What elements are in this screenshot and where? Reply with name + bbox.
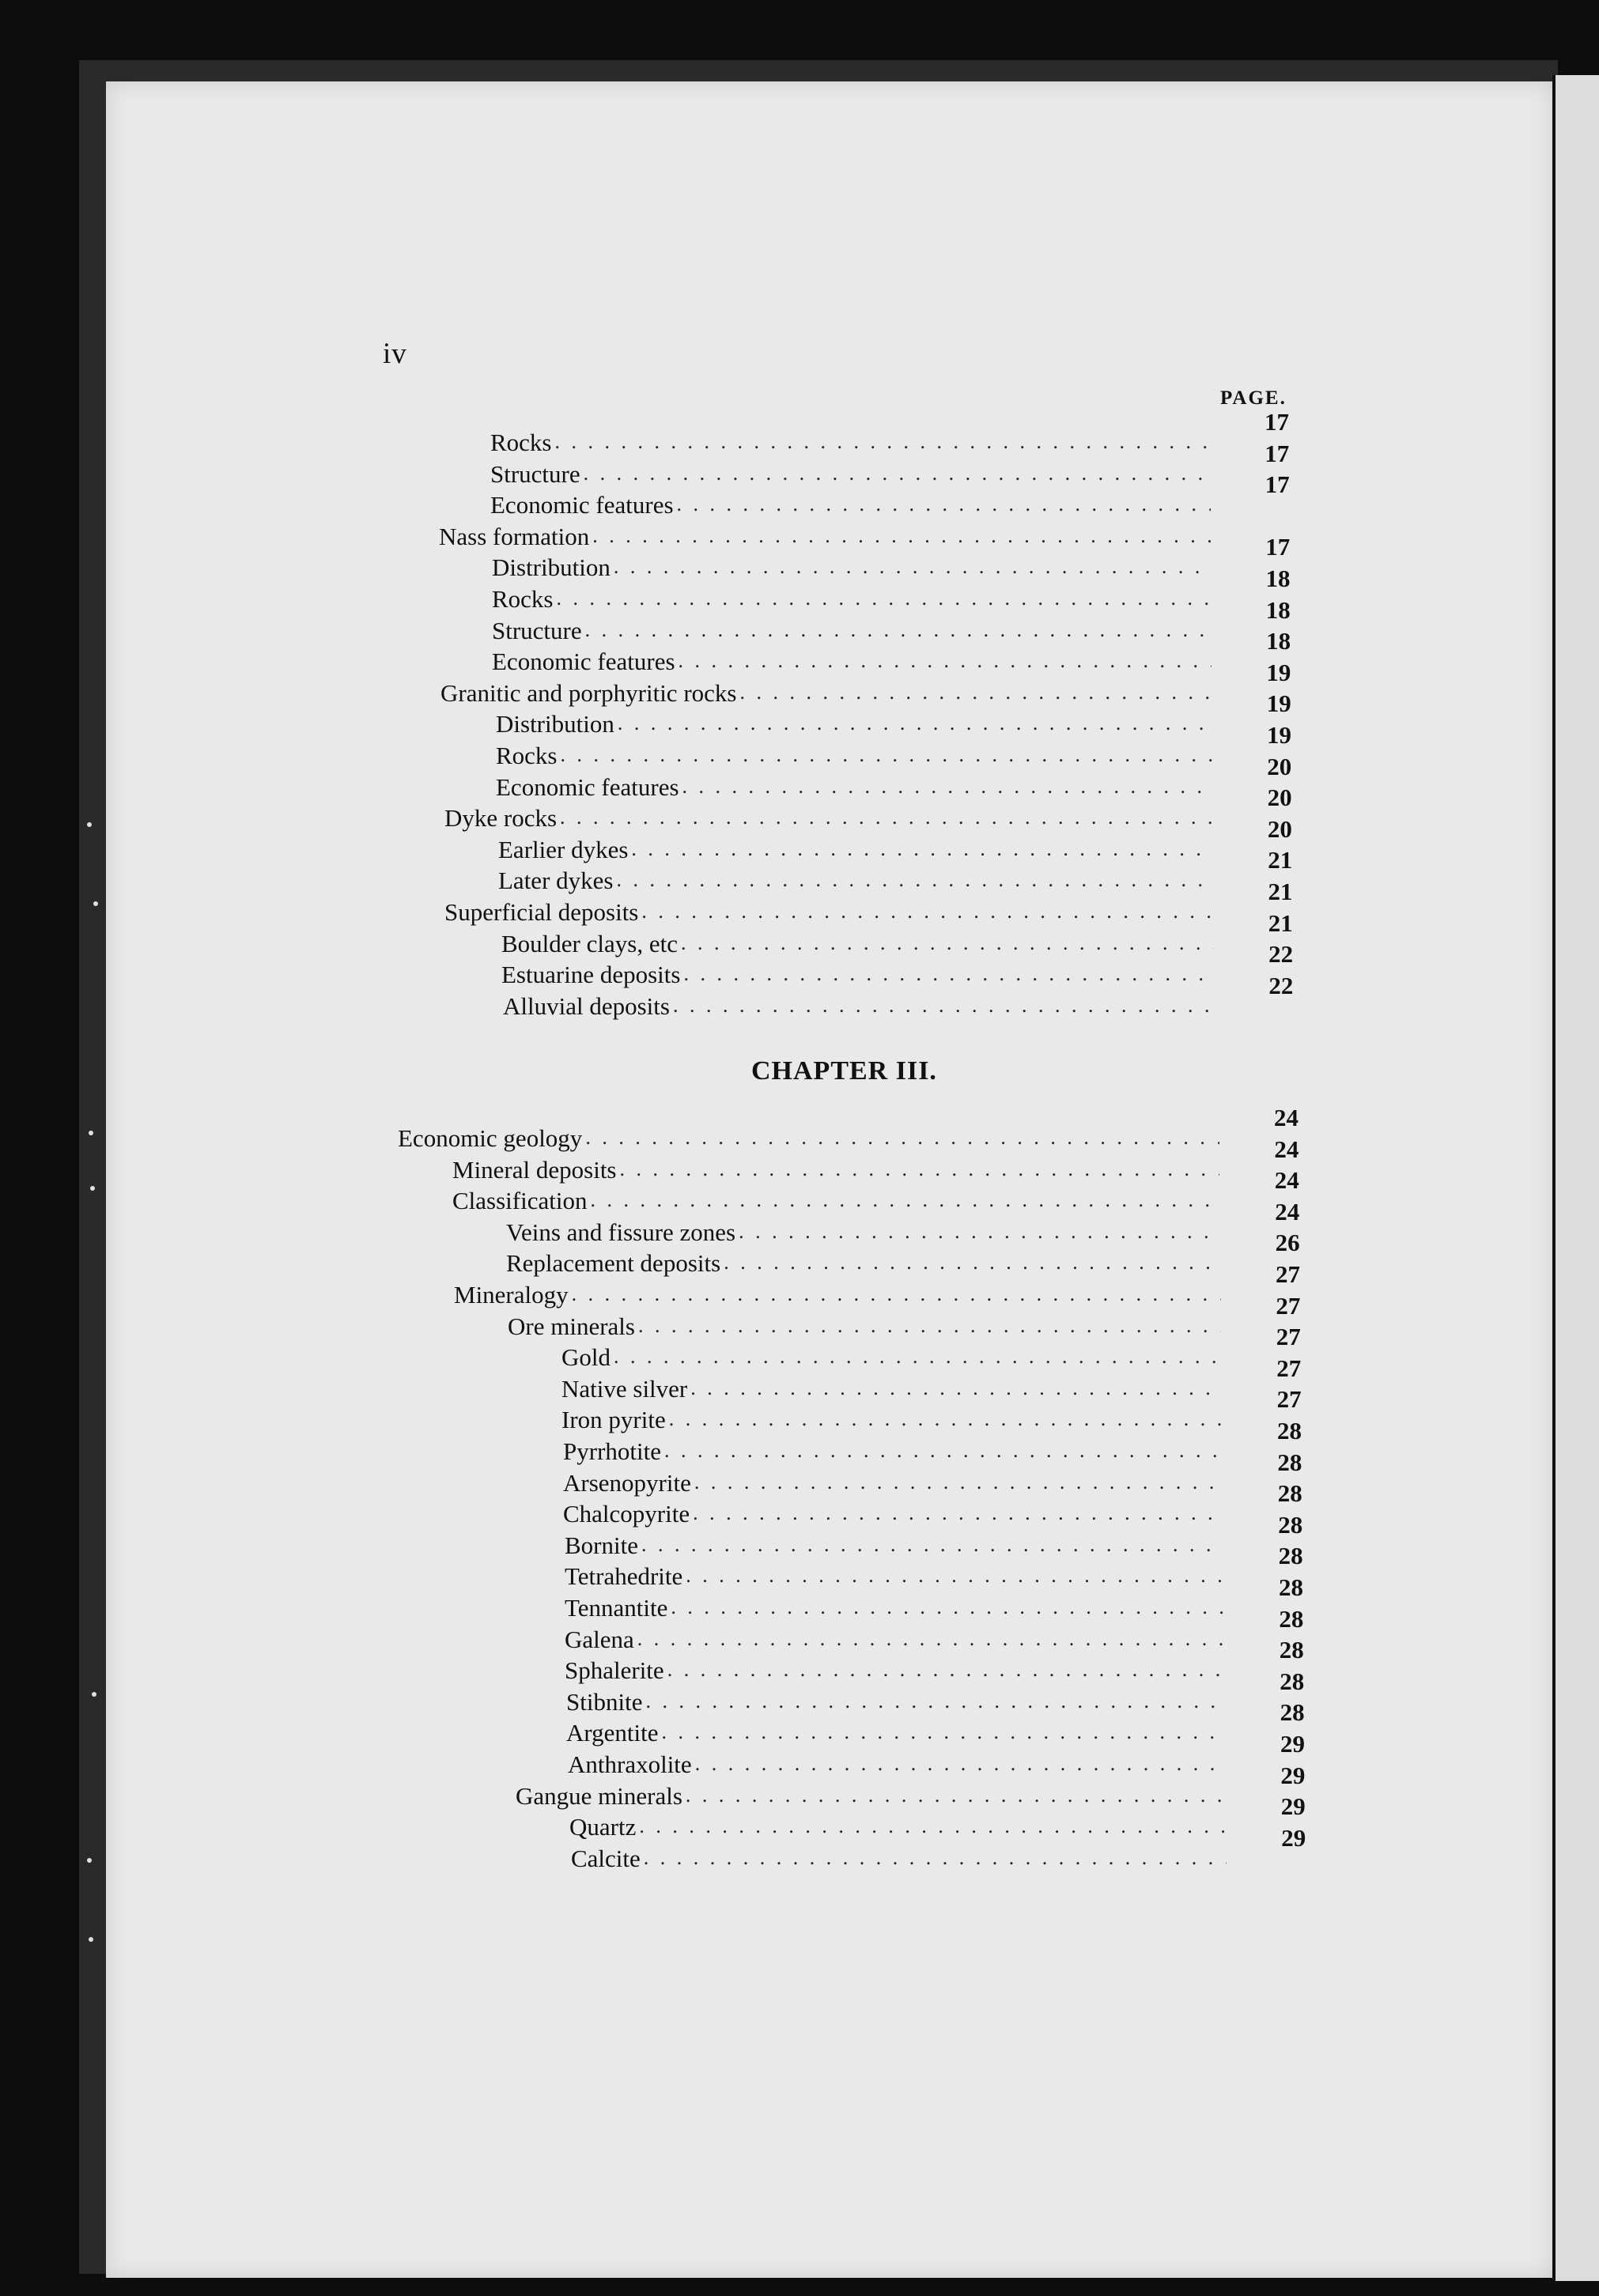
dot-leader xyxy=(572,1284,1221,1309)
toc-entry xyxy=(561,1372,1222,1403)
toc-page-number: 29 xyxy=(1280,1761,1306,1789)
toc-page-number: 27 xyxy=(1276,1354,1302,1382)
toc-entry xyxy=(565,1653,1225,1685)
dot-leader xyxy=(677,494,1211,519)
dot-leader xyxy=(561,745,1213,770)
dot-leader xyxy=(631,839,1212,864)
toc-entry-label: Distribution xyxy=(496,710,614,738)
toc-page-number: 28 xyxy=(1277,1448,1302,1476)
toc-entry-label: Classification xyxy=(452,1187,588,1215)
toc-entry-label: Granitic and porphyritic rocks xyxy=(440,678,737,707)
toc-entry xyxy=(563,1434,1223,1466)
toc-page-number: 19 xyxy=(1266,658,1291,686)
dot-leader xyxy=(560,807,1213,833)
toc-entry xyxy=(569,1810,1227,1841)
dot-leader xyxy=(695,1754,1226,1779)
toc-entry xyxy=(496,707,1212,738)
dot-leader xyxy=(638,1316,1221,1341)
toc-entry xyxy=(444,895,1214,927)
dot-leader xyxy=(667,1660,1225,1685)
toc-entry xyxy=(440,676,1212,708)
toc-page-number: 28 xyxy=(1280,1698,1305,1727)
toc-entry xyxy=(565,1559,1224,1591)
toc-entry xyxy=(501,927,1214,958)
dot-leader xyxy=(664,1441,1223,1466)
toc-page-number: 21 xyxy=(1268,878,1293,905)
toc-entry-label: Stibnite xyxy=(566,1687,643,1716)
toc-entry xyxy=(492,614,1212,645)
toc-entry-label: Superficial deposits xyxy=(444,898,639,926)
dot-leader xyxy=(686,1785,1226,1811)
toc-entry-label: Argentite xyxy=(566,1719,659,1747)
toc-entry xyxy=(398,1121,1219,1153)
toc-entry-label: Bornite xyxy=(565,1531,638,1559)
adjacent-page-edge xyxy=(1552,75,1599,2281)
scan-speck xyxy=(87,1858,92,1863)
toc-entry-label: Structure xyxy=(490,459,580,488)
toc-entry xyxy=(439,519,1211,551)
dot-leader xyxy=(585,1127,1219,1153)
dot-leader xyxy=(693,1503,1223,1528)
toc-page-number: 27 xyxy=(1276,1291,1301,1320)
dot-leader xyxy=(682,776,1213,802)
toc-page-number: 26 xyxy=(1275,1229,1300,1257)
dot-leader xyxy=(637,1629,1225,1654)
toc-page-number: 29 xyxy=(1280,1730,1305,1758)
page-number: iv xyxy=(383,338,407,370)
toc-page-number: 28 xyxy=(1279,1573,1303,1601)
toc-page-number: 17 xyxy=(1264,439,1290,467)
toc-entry-label: Native silver xyxy=(561,1374,688,1403)
toc-entry-label: Chalcopyrite xyxy=(563,1500,690,1528)
toc-page-number: 24 xyxy=(1274,1135,1299,1163)
toc-entry-label: Economic features xyxy=(492,648,675,676)
dot-leader xyxy=(681,933,1214,958)
scan-speck xyxy=(89,1131,93,1135)
toc-entry xyxy=(498,833,1213,864)
scan-speck xyxy=(87,822,92,827)
toc-page-number: 27 xyxy=(1276,1260,1300,1288)
toc-page-number: 18 xyxy=(1265,595,1291,624)
toc-entry-label: Gangue minerals xyxy=(516,1781,682,1810)
toc-entry xyxy=(492,582,1212,614)
toc-entry xyxy=(506,1215,1220,1247)
toc-entry-label: Distribution xyxy=(492,553,610,582)
dot-leader xyxy=(683,964,1214,989)
toc-entry-label: Boulder clays, etc xyxy=(501,929,678,957)
dot-leader xyxy=(673,995,1214,1021)
dot-leader xyxy=(671,1597,1224,1622)
toc-entry xyxy=(503,989,1214,1021)
scan-speck xyxy=(92,1692,96,1697)
toc-page-number: 18 xyxy=(1265,565,1291,592)
toc-page-number: 22 xyxy=(1268,971,1294,999)
toc-entry xyxy=(565,1528,1223,1560)
dot-leader xyxy=(584,463,1211,489)
toc-entry-label: Economic geology xyxy=(398,1124,583,1152)
toc-entry-label: Alluvial deposits xyxy=(503,991,670,1020)
toc-page-number: 28 xyxy=(1277,1479,1302,1508)
toc-entry xyxy=(565,1591,1224,1622)
dot-leader xyxy=(644,1848,1227,1873)
toc-page-number: 17 xyxy=(1264,470,1290,499)
toc-page-number: 20 xyxy=(1267,784,1292,812)
dot-leader xyxy=(641,1535,1223,1560)
toc-entry-label: Gold xyxy=(561,1343,610,1372)
toc-page-number: 28 xyxy=(1277,1417,1302,1444)
toc-entry xyxy=(501,957,1214,989)
toc-entry xyxy=(490,425,1210,457)
toc-page-number: 24 xyxy=(1274,1166,1299,1195)
dot-leader xyxy=(690,1378,1222,1403)
toc-entry-label: Structure xyxy=(492,616,582,644)
toc-entry xyxy=(506,1246,1221,1278)
toc-entry-label: Anthraxolite xyxy=(568,1750,692,1778)
toc-entry-label: Rocks xyxy=(490,429,552,456)
toc-entry xyxy=(508,1309,1221,1341)
toc-page-number: 27 xyxy=(1276,1385,1302,1414)
toc-entry xyxy=(498,863,1213,895)
toc-page-number: 29 xyxy=(1280,1792,1306,1821)
toc-entry-label: Economic features xyxy=(496,772,679,801)
dot-leader xyxy=(694,1472,1223,1497)
toc-entry xyxy=(490,457,1210,489)
toc-entry xyxy=(454,1278,1221,1309)
toc-entry xyxy=(571,1841,1227,1873)
toc-entry xyxy=(496,770,1212,802)
toc-page-number: 24 xyxy=(1275,1197,1300,1225)
toc-entry xyxy=(452,1184,1220,1215)
toc-page-number: 28 xyxy=(1278,1510,1303,1539)
toc-page-number: 19 xyxy=(1267,721,1291,749)
toc-page-number: 22 xyxy=(1268,940,1294,969)
toc-entry xyxy=(492,550,1211,582)
toc-entry-label: Iron pyrite xyxy=(561,1406,666,1434)
toc-entry-label: Pyrrhotite xyxy=(563,1437,661,1465)
dot-leader xyxy=(585,620,1212,645)
dot-leader xyxy=(592,526,1211,551)
toc-entry-label: Earlier dykes xyxy=(498,835,629,863)
toc-page-number: 21 xyxy=(1268,846,1293,874)
scan-speck xyxy=(93,901,98,906)
toc-entry-label: Rocks xyxy=(496,742,558,769)
dot-leader xyxy=(739,682,1212,708)
toc-page-number: 28 xyxy=(1279,1604,1304,1633)
toc-page-number: 29 xyxy=(1281,1823,1306,1852)
toc-entry xyxy=(496,738,1212,770)
dot-leader xyxy=(555,432,1211,457)
toc-entry-label: Quartz xyxy=(569,1813,637,1841)
toc-entry xyxy=(444,801,1213,833)
toc-entry-label: Sphalerite xyxy=(565,1656,664,1685)
dot-leader xyxy=(724,1252,1220,1278)
dot-leader xyxy=(669,1409,1223,1434)
toc-page-number: 28 xyxy=(1280,1667,1305,1695)
chapter-heading: CHAPTER III. xyxy=(751,1056,937,1086)
dot-leader xyxy=(590,1190,1219,1215)
dot-leader xyxy=(662,1722,1226,1747)
dot-leader xyxy=(739,1222,1220,1247)
toc-entry xyxy=(568,1747,1226,1779)
dot-leader xyxy=(618,713,1212,738)
toc-page-number: 28 xyxy=(1279,1636,1304,1664)
toc-entry xyxy=(561,1340,1222,1372)
toc-entry-label: Dyke rocks xyxy=(444,804,558,833)
toc-entry-label: Mineral deposits xyxy=(452,1155,617,1184)
toc-entry-label: Tetrahedrite xyxy=(565,1562,683,1591)
toc-entry-label: Ore minerals xyxy=(508,1312,635,1340)
scan-speck xyxy=(90,1186,95,1191)
toc-page-number: 20 xyxy=(1267,752,1292,780)
toc-entry xyxy=(452,1153,1219,1184)
toc-entry-label: Later dykes xyxy=(498,867,614,895)
toc-entry xyxy=(492,644,1212,676)
toc-entry-label: Galena xyxy=(565,1625,634,1653)
dot-leader xyxy=(686,1565,1223,1591)
dot-leader xyxy=(616,870,1213,895)
toc-entry xyxy=(516,1779,1226,1811)
toc-page-number: 17 xyxy=(1265,533,1291,561)
toc-entry-label: Veins and fissure zones xyxy=(506,1218,736,1246)
toc-entry xyxy=(565,1622,1224,1654)
toc-page-number: 18 xyxy=(1266,627,1291,655)
toc-entry xyxy=(561,1403,1223,1434)
dot-leader xyxy=(639,1816,1226,1841)
toc-entry-label: Estuarine deposits xyxy=(501,961,681,989)
toc-entry xyxy=(563,1466,1223,1497)
toc-page-number: 19 xyxy=(1266,689,1291,718)
toc-entry xyxy=(566,1685,1225,1716)
dot-leader xyxy=(557,588,1212,614)
dot-leader xyxy=(614,1346,1222,1372)
toc-entry-label: Replacement deposits xyxy=(506,1249,721,1278)
toc-entry-label: Tennantite xyxy=(565,1594,668,1622)
toc-entry xyxy=(566,1716,1226,1747)
dot-leader xyxy=(614,557,1211,582)
toc-entry-label: Mineralogy xyxy=(454,1281,569,1308)
dot-leader xyxy=(645,1691,1225,1716)
toc-entry-label: Arsenopyrite xyxy=(563,1468,691,1497)
toc-page-number: 28 xyxy=(1278,1542,1303,1570)
toc-entry-label: Calcite xyxy=(571,1844,641,1872)
toc-page-number: 24 xyxy=(1274,1104,1298,1131)
toc-entry-label: Rocks xyxy=(492,585,554,613)
dot-leader xyxy=(641,901,1213,927)
toc-page-number: 27 xyxy=(1276,1323,1301,1351)
toc-page-number: 21 xyxy=(1268,908,1293,937)
toc-page-number: 17 xyxy=(1264,408,1289,436)
page-column-header: PAGE. xyxy=(1220,387,1287,409)
toc-page-number: 20 xyxy=(1267,814,1292,843)
scan-speck xyxy=(89,1937,93,1942)
dot-leader xyxy=(679,651,1212,676)
toc-entry-label: Nass formation xyxy=(439,522,590,550)
toc-entry-label: Economic features xyxy=(490,491,674,519)
dot-leader xyxy=(620,1159,1220,1184)
toc-entry xyxy=(563,1497,1223,1528)
toc-entry xyxy=(490,488,1211,519)
